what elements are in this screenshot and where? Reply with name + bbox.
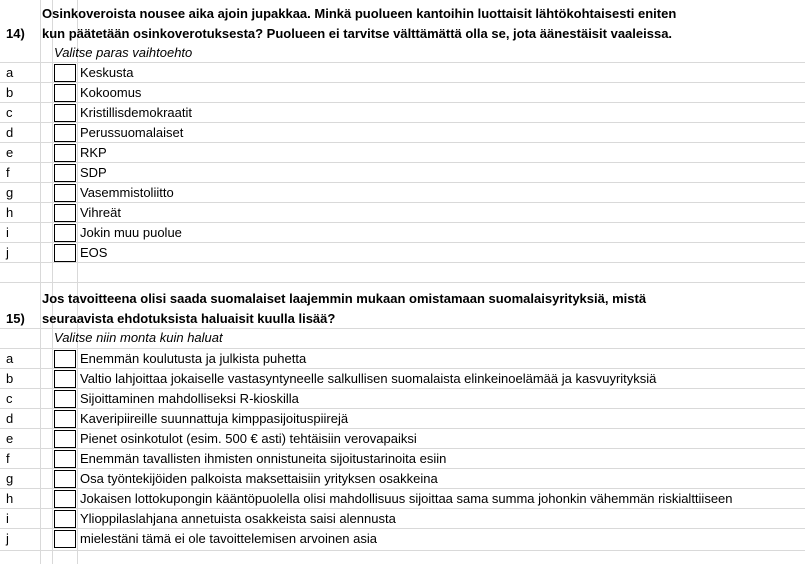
- option-label: Perussuomalaiset: [80, 125, 184, 140]
- option-label: Kaveripiireille suunnattuja kimppasijoituspiirejä: [80, 411, 349, 426]
- option-label: mielestäni tämä ei ole tavoittelemisen arvoinen asia: [80, 531, 377, 546]
- option-checkbox[interactable]: [54, 350, 76, 368]
- option-label: Jokaisen lottokupongin kääntöpuolella olisi mahdollisuus sijoittaa sama summa johonkin vähemmän riskialttiiseen: [80, 491, 733, 506]
- option-label: Valtio lahjoittaa jokaiselle vastasyntyneelle salkullisen suomalaista elinkeinoelämää ja kasvuyrityksiä: [80, 371, 657, 386]
- option-label: SDP: [80, 165, 107, 180]
- option-letter: j: [6, 245, 9, 260]
- option-checkbox[interactable]: [54, 204, 76, 222]
- question-text-line1: Osinkoveroista nousee aika ajoin jupakkaa. Minkä puolueen kantoihin luottaisit lähtökohtaisesti eniten: [42, 6, 677, 21]
- option-letter: d: [6, 411, 14, 426]
- option-checkbox[interactable]: [54, 64, 76, 82]
- option-checkbox[interactable]: [54, 164, 76, 182]
- option-checkbox[interactable]: [54, 410, 76, 428]
- option-label: Ylioppilaslahjana annetuista osakkeista saisi alennusta: [80, 511, 396, 526]
- option-checkbox[interactable]: [54, 244, 76, 262]
- option-letter: b: [6, 371, 14, 386]
- option-label: Pienet osinkotulot (esim. 500 € asti) tehtäisiin verovapaiksi: [80, 431, 417, 446]
- option-label: Vihreät: [80, 205, 121, 220]
- question-number: 15): [6, 311, 25, 326]
- option-checkbox[interactable]: [54, 104, 76, 122]
- question-text-line1: Jos tavoitteena olisi saada suomalaiset laajemmin mukaan omistamaan suomalaisyrityksiä, mistä: [42, 291, 647, 306]
- option-letter: c: [6, 105, 13, 120]
- option-letter: f: [6, 451, 10, 466]
- option-checkbox[interactable]: [54, 224, 76, 242]
- option-letter: h: [6, 205, 14, 220]
- option-letter: i: [6, 225, 9, 240]
- option-checkbox[interactable]: [54, 510, 76, 528]
- option-checkbox[interactable]: [54, 124, 76, 142]
- option-letter: b: [6, 85, 14, 100]
- option-letter: c: [6, 391, 13, 406]
- question-text-line2: seuraavista ehdotuksista haluaisit kuulla lisää?: [42, 311, 336, 326]
- option-letter: g: [6, 471, 14, 486]
- question-text-line2: kun päätetään osinkoverotuksesta? Puolueen ei tarvitse välttämättä olla se, jota äänestäisit vaaleissa.: [42, 26, 673, 41]
- option-letter: e: [6, 431, 14, 446]
- option-letter: a: [6, 65, 14, 80]
- option-letter: d: [6, 125, 14, 140]
- option-label: Keskusta: [80, 65, 134, 80]
- option-checkbox[interactable]: [54, 470, 76, 488]
- option-label: Jokin muu puolue: [80, 225, 182, 240]
- option-label: Osa työntekijöiden palkoista maksettaisiin yrityksen osakkeina: [80, 471, 438, 486]
- option-checkbox[interactable]: [54, 184, 76, 202]
- option-letter: f: [6, 165, 10, 180]
- option-letter: i: [6, 511, 9, 526]
- option-checkbox[interactable]: [54, 490, 76, 508]
- option-checkbox[interactable]: [54, 144, 76, 162]
- option-letter: a: [6, 351, 14, 366]
- option-letter: j: [6, 531, 9, 546]
- option-label: Sijoittaminen mahdolliseksi R-kioskilla: [80, 391, 299, 406]
- option-checkbox[interactable]: [54, 430, 76, 448]
- option-label: EOS: [80, 245, 108, 260]
- option-label: Kokoomus: [80, 85, 142, 100]
- question-number: 14): [6, 26, 25, 41]
- option-letter: g: [6, 185, 14, 200]
- option-label: Enemmän tavallisten ihmisten onnistuneita sijoitustarinoita esiin: [80, 451, 447, 466]
- option-letter: h: [6, 491, 14, 506]
- option-checkbox[interactable]: [54, 370, 76, 388]
- option-checkbox[interactable]: [54, 530, 76, 548]
- option-label: RKP: [80, 145, 107, 160]
- option-checkbox[interactable]: [54, 84, 76, 102]
- option-label: Kristillisdemokraatit: [80, 105, 192, 120]
- option-label: Enemmän koulutusta ja julkista puhetta: [80, 351, 307, 366]
- option-checkbox[interactable]: [54, 390, 76, 408]
- option-letter: e: [6, 145, 14, 160]
- question-hint: Valitse paras vaihtoehto: [54, 45, 193, 60]
- question-hint: Valitse niin monta kuin haluat: [54, 330, 223, 345]
- option-label: Vasemmistoliitto: [80, 185, 174, 200]
- option-checkbox[interactable]: [54, 450, 76, 468]
